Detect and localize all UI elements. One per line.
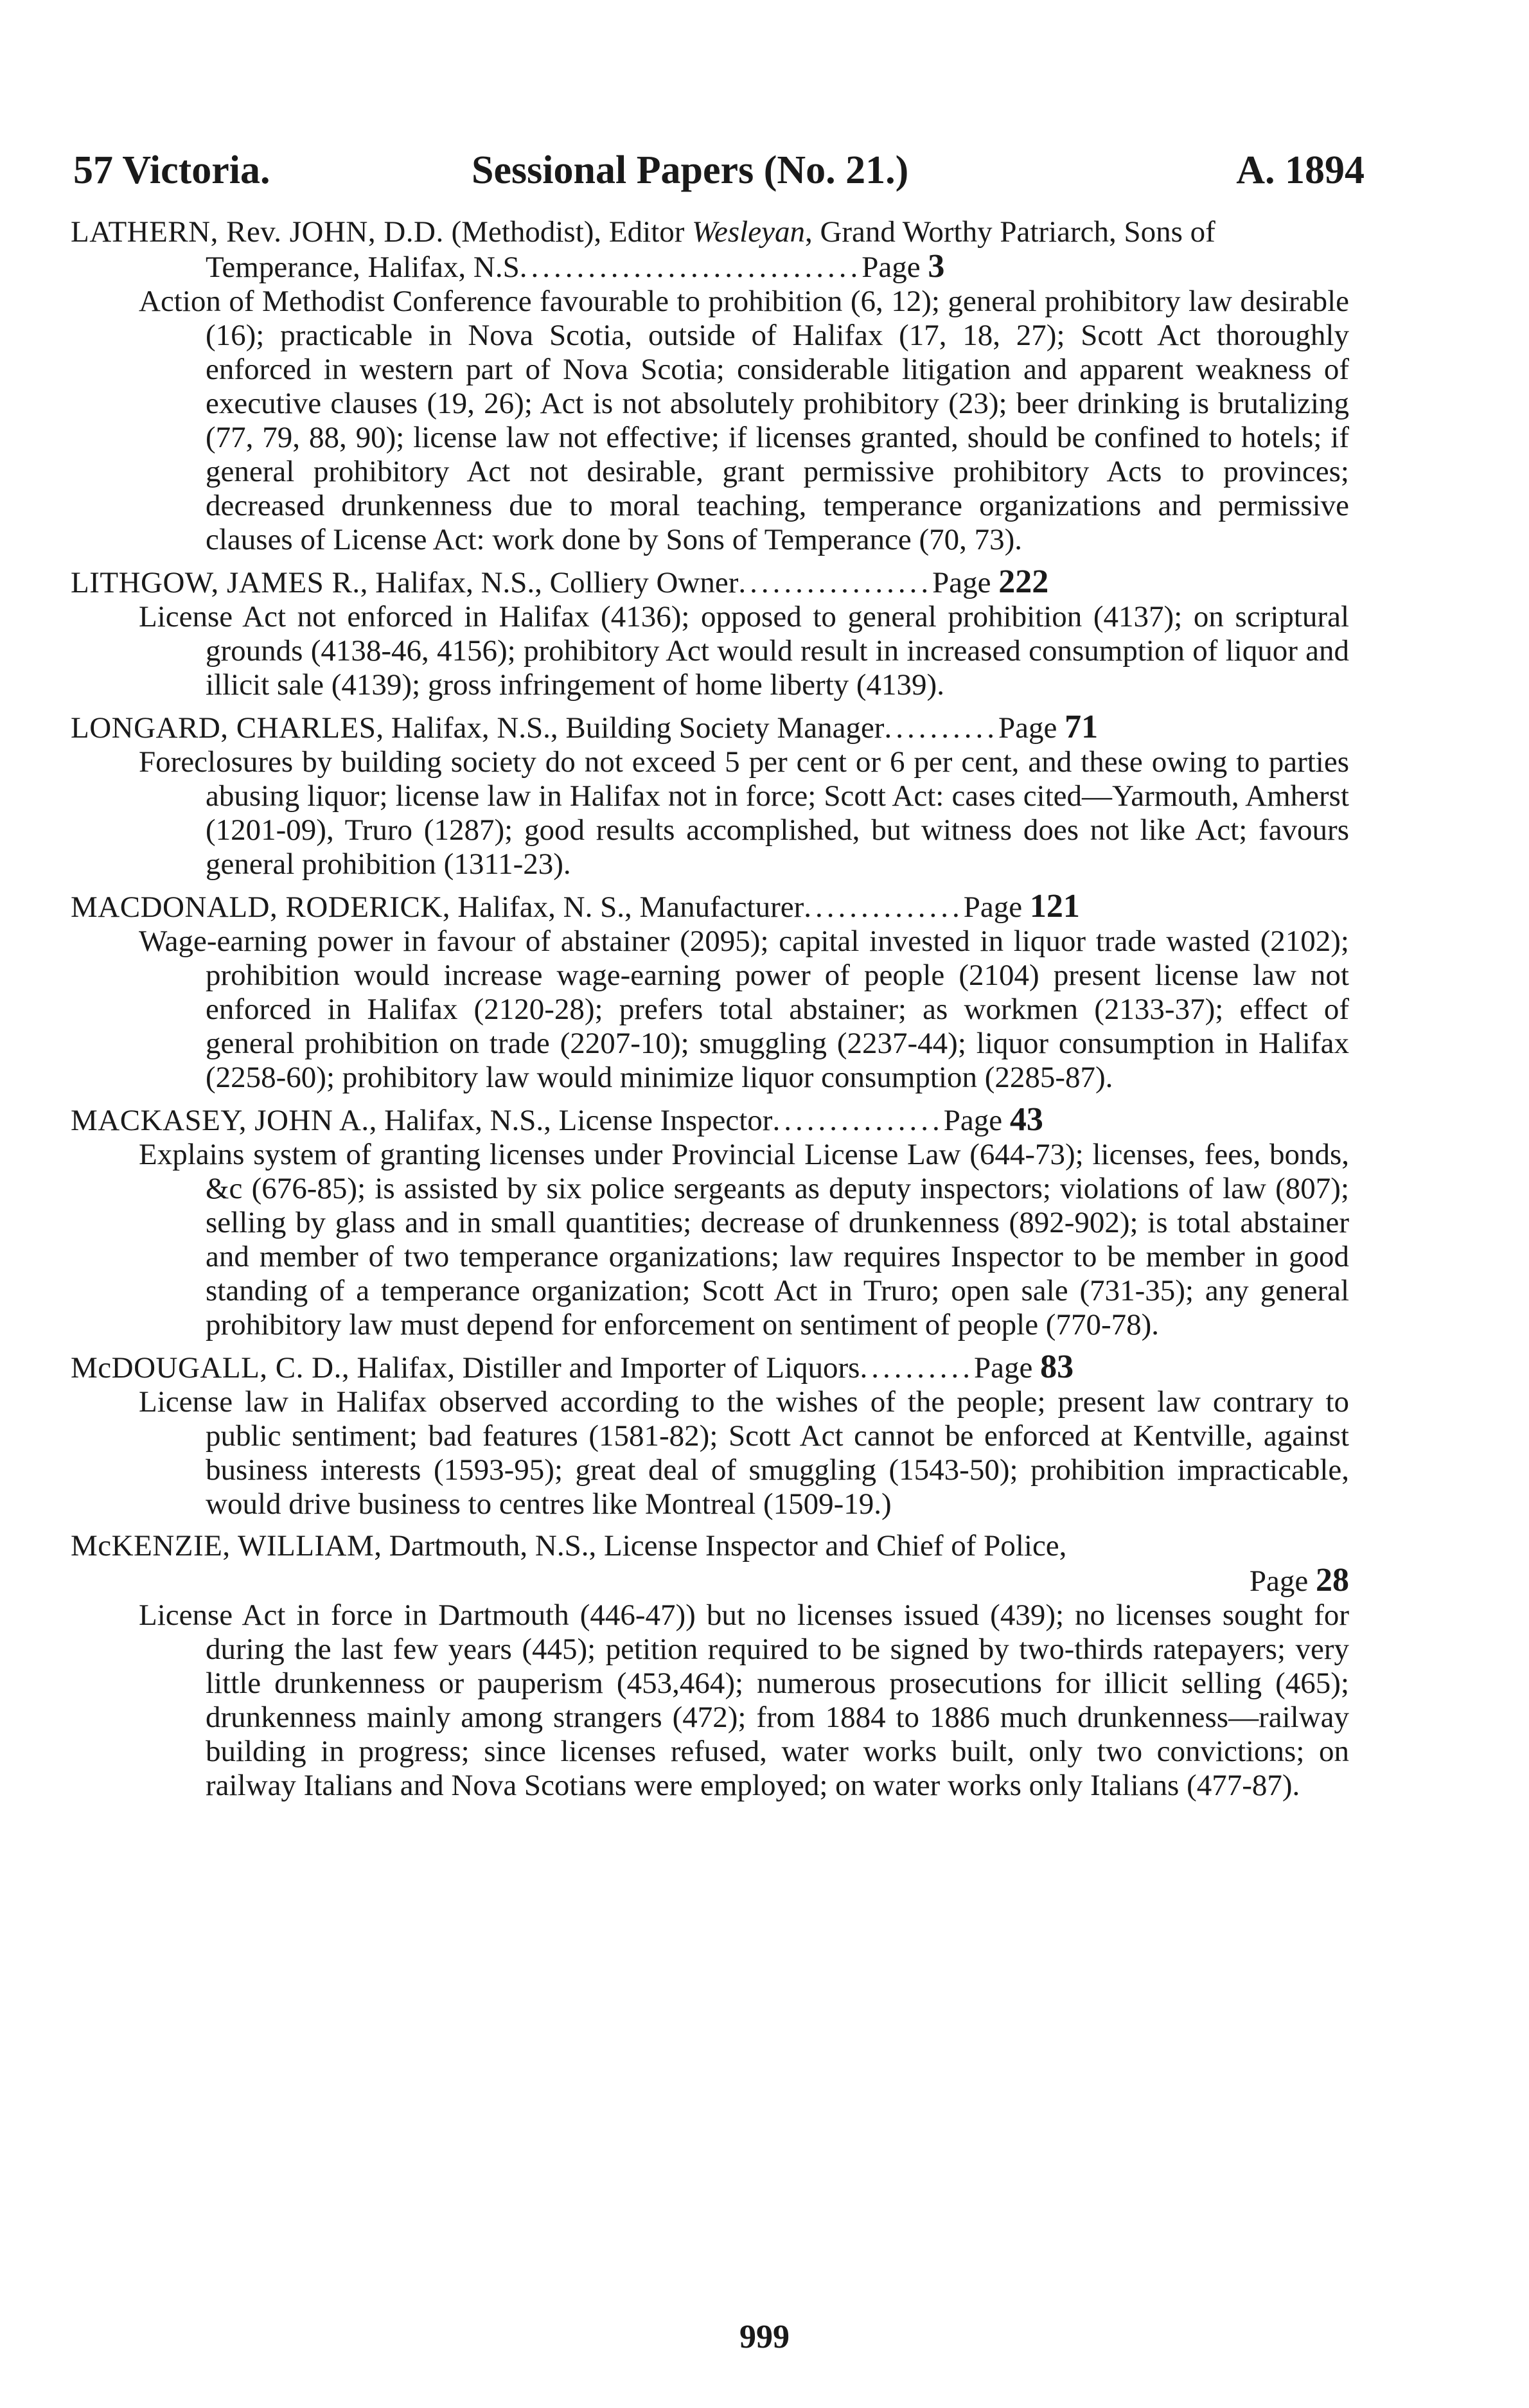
dot-leader: .............. [804,890,964,924]
witness-description: , Halifax, N. S., Manufacturer [442,890,804,924]
witness-description-cont: , Grand Worthy Patriarch, Sons of Temperance, Halifax, N.S [206,215,1215,284]
witness-description: , Halifax, N.S., License Inspector [369,1104,773,1137]
entry-summary: Explains system of granting licenses under Provincial License Law (644-73); licenses, fees, bonds, &c (676-85); is assisted by six police sergeants as deputy inspectors; violations of law (807); selling by glass and in small quantities; decrease of drunkenness (892-902); is total abstainer and member of two temperance organizations; law requires Inspector to be member in good standing of a temperance organization; Scott Act in Truro; open sale (731-35); any general prohibitory law must depend for enforcement on sentiment of people (770-78). [139,1138,1349,1341]
witness-description-italic: Wesleyan [692,215,805,249]
witness-name: McDOUGALL, C. D. [71,1351,342,1385]
entry-summary: License law in Halifax observed according to the wishes of the people; present law contrary to public sentiment; bad features (1581-82); Scott Act cannot be enforced at Kentville, against business interests (1593-95); great deal of smuggling (1543-50); prohibition impracticable, would drive business to centres like Montreal (1509-19.) [139,1385,1349,1521]
page-reference [206,1563,1349,1598]
running-header [73,145,1365,196]
page-number: 3 [928,248,945,285]
header-year: A. 1894 [1236,148,1365,192]
page-label: Page [998,711,1057,745]
witness-description: , Dartmouth, N.S., License Inspector and Chief of Police, [374,1529,1067,1563]
index-entry-longard [71,710,1349,881]
entry-summary: Action of Methodist Conference favourable to prohibition (6, 12); general prohibitory law desirable (16); practicable in Nova Scotia, outside of Halifax (17, 18, 27); Scott Act thoroughly enforced in western part of Nova Scotia; considerable litigation and apparent weakness of executive clauses (19, 26); Act is not absolutely prohibitory (23); beer drinking is brutalizing (77, 79, 88, 90); license law not effective; if licenses granted, should be confined to hotels; if general prohibitory Act not desirable, grant permissive prohibitory Acts to provinces; decreased drunkenness due to moral teaching, temperance organizations and permissive clauses of License Act: work done by Sons of Temperance (70, 73). [139,285,1349,556]
entry-summary: Wage-earning power in favour of abstainer (2095); capital invested in liquor trade wasted (2102); prohibition would increase wage-earning power of people (2104) present license law not enforced in Halifax (2120-28); prefers total abstainer; as workmen (2133-37); effect of general prohibition on trade (2207-10); smuggling (2237-44); liquor consumption in Halifax (2258-60); prohibitory law would minimize liquor consumption (2285-87). [139,925,1349,1094]
page-label: Page [1249,1564,1309,1598]
index-entry-lithgow [71,565,1349,702]
page-label: Page [862,251,921,284]
page-label: Page [973,1351,1033,1385]
page-number: 121 [1029,888,1080,925]
entry-heading [71,1102,1349,1138]
page-number: 43 [1009,1101,1043,1138]
page-label: Page [932,566,991,599]
entry-heading [71,1529,1349,1598]
entry-heading [71,710,1349,745]
witness-name: MACDONALD, RODERICK [71,890,443,924]
page-number: 222 [998,563,1049,600]
index-entry-mackasey [71,1102,1349,1342]
witness-name: LONGARD, CHARLES [71,711,376,745]
witness-name: LATHERN, Rev. JOHN, D.D. [71,215,444,249]
page-reference [964,890,1080,924]
page-label: Page [943,1104,1003,1137]
page-reference [862,248,945,285]
dot-leader: ............... [772,1104,944,1137]
page-reference [974,1351,1074,1385]
witness-description: , Halifax, Distiller and Importer of Liquors [341,1351,860,1385]
witness-name: MACKASEY, JOHN A. [71,1104,369,1137]
dot-leader: .............................. [519,251,862,284]
witness-description: (Methodist), Editor [443,215,693,249]
index-entries [71,215,1349,1810]
dot-leader: .......... [884,711,998,745]
entry-heading [71,215,1349,285]
dot-leader: ................. [738,566,933,599]
entry-heading [71,1350,1349,1385]
page-reference [943,1101,1043,1138]
index-entry-lathern [71,215,1349,557]
page-folio: 999 [739,2319,790,2355]
header-volume: 57 Victoria. [73,148,270,192]
witness-name: McKENZIE, WILLIAM [71,1529,375,1563]
index-entry-mcdougall [71,1350,1349,1521]
entry-heading [71,889,1349,925]
page-reference [998,711,1098,745]
witness-name: LITHGOW, JAMES R. [71,566,360,599]
page-number: 28 [1316,1562,1349,1598]
index-entry-macdonald [71,889,1349,1095]
page-number: 83 [1040,1349,1074,1385]
witness-description: , Halifax, N.S., Colliery Owner [360,566,739,599]
entry-summary: Foreclosures by building society do not exceed 5 per cent or 6 per cent, and these owing to parties abusing liquor; license law in Halifax not in force; Scott Act: cases cited—Yarmouth, Amherst (1201-09), Truro (1287); good results accomplished, but witness does not like Act; favours general prohibition (1311-23). [139,745,1349,881]
witness-description: , Halifax, N.S., Building Society Manager [376,711,885,745]
page-reference [932,563,1049,600]
entry-summary: License Act in force in Dartmouth (446-47)) but no licenses issued (439); no licenses sought for during the last few years (445); petition required to be signed by two-thirds ratepayers; very little drunkenness or pauperism (453,464); numerous prosecutions for illicit selling (465); drunkenness mainly among strangers (472); from 1884 to 1886 much drunkenness—railway building in progress; since licenses refused, water works built, only two convictions; on railway Italians and Nova Scotians were employed; on water works only Italians (477-87). [139,1598,1349,1802]
dot-leader: .......... [860,1351,974,1385]
entry-summary: License Act not enforced in Halifax (4136); opposed to general prohibition (4137); on scriptural grounds (4138-46, 4156); prohibitory Act would result in increased consumption of liquor and illicit sale (4139); gross infringement of home liberty (4139). [139,600,1349,702]
page-number: 71 [1065,709,1099,745]
page-label: Page [963,890,1023,924]
header-title: Sessional Papers (No. 21.) [472,148,909,192]
entry-heading [71,565,1349,600]
index-entry-mckenzie [71,1529,1349,1803]
